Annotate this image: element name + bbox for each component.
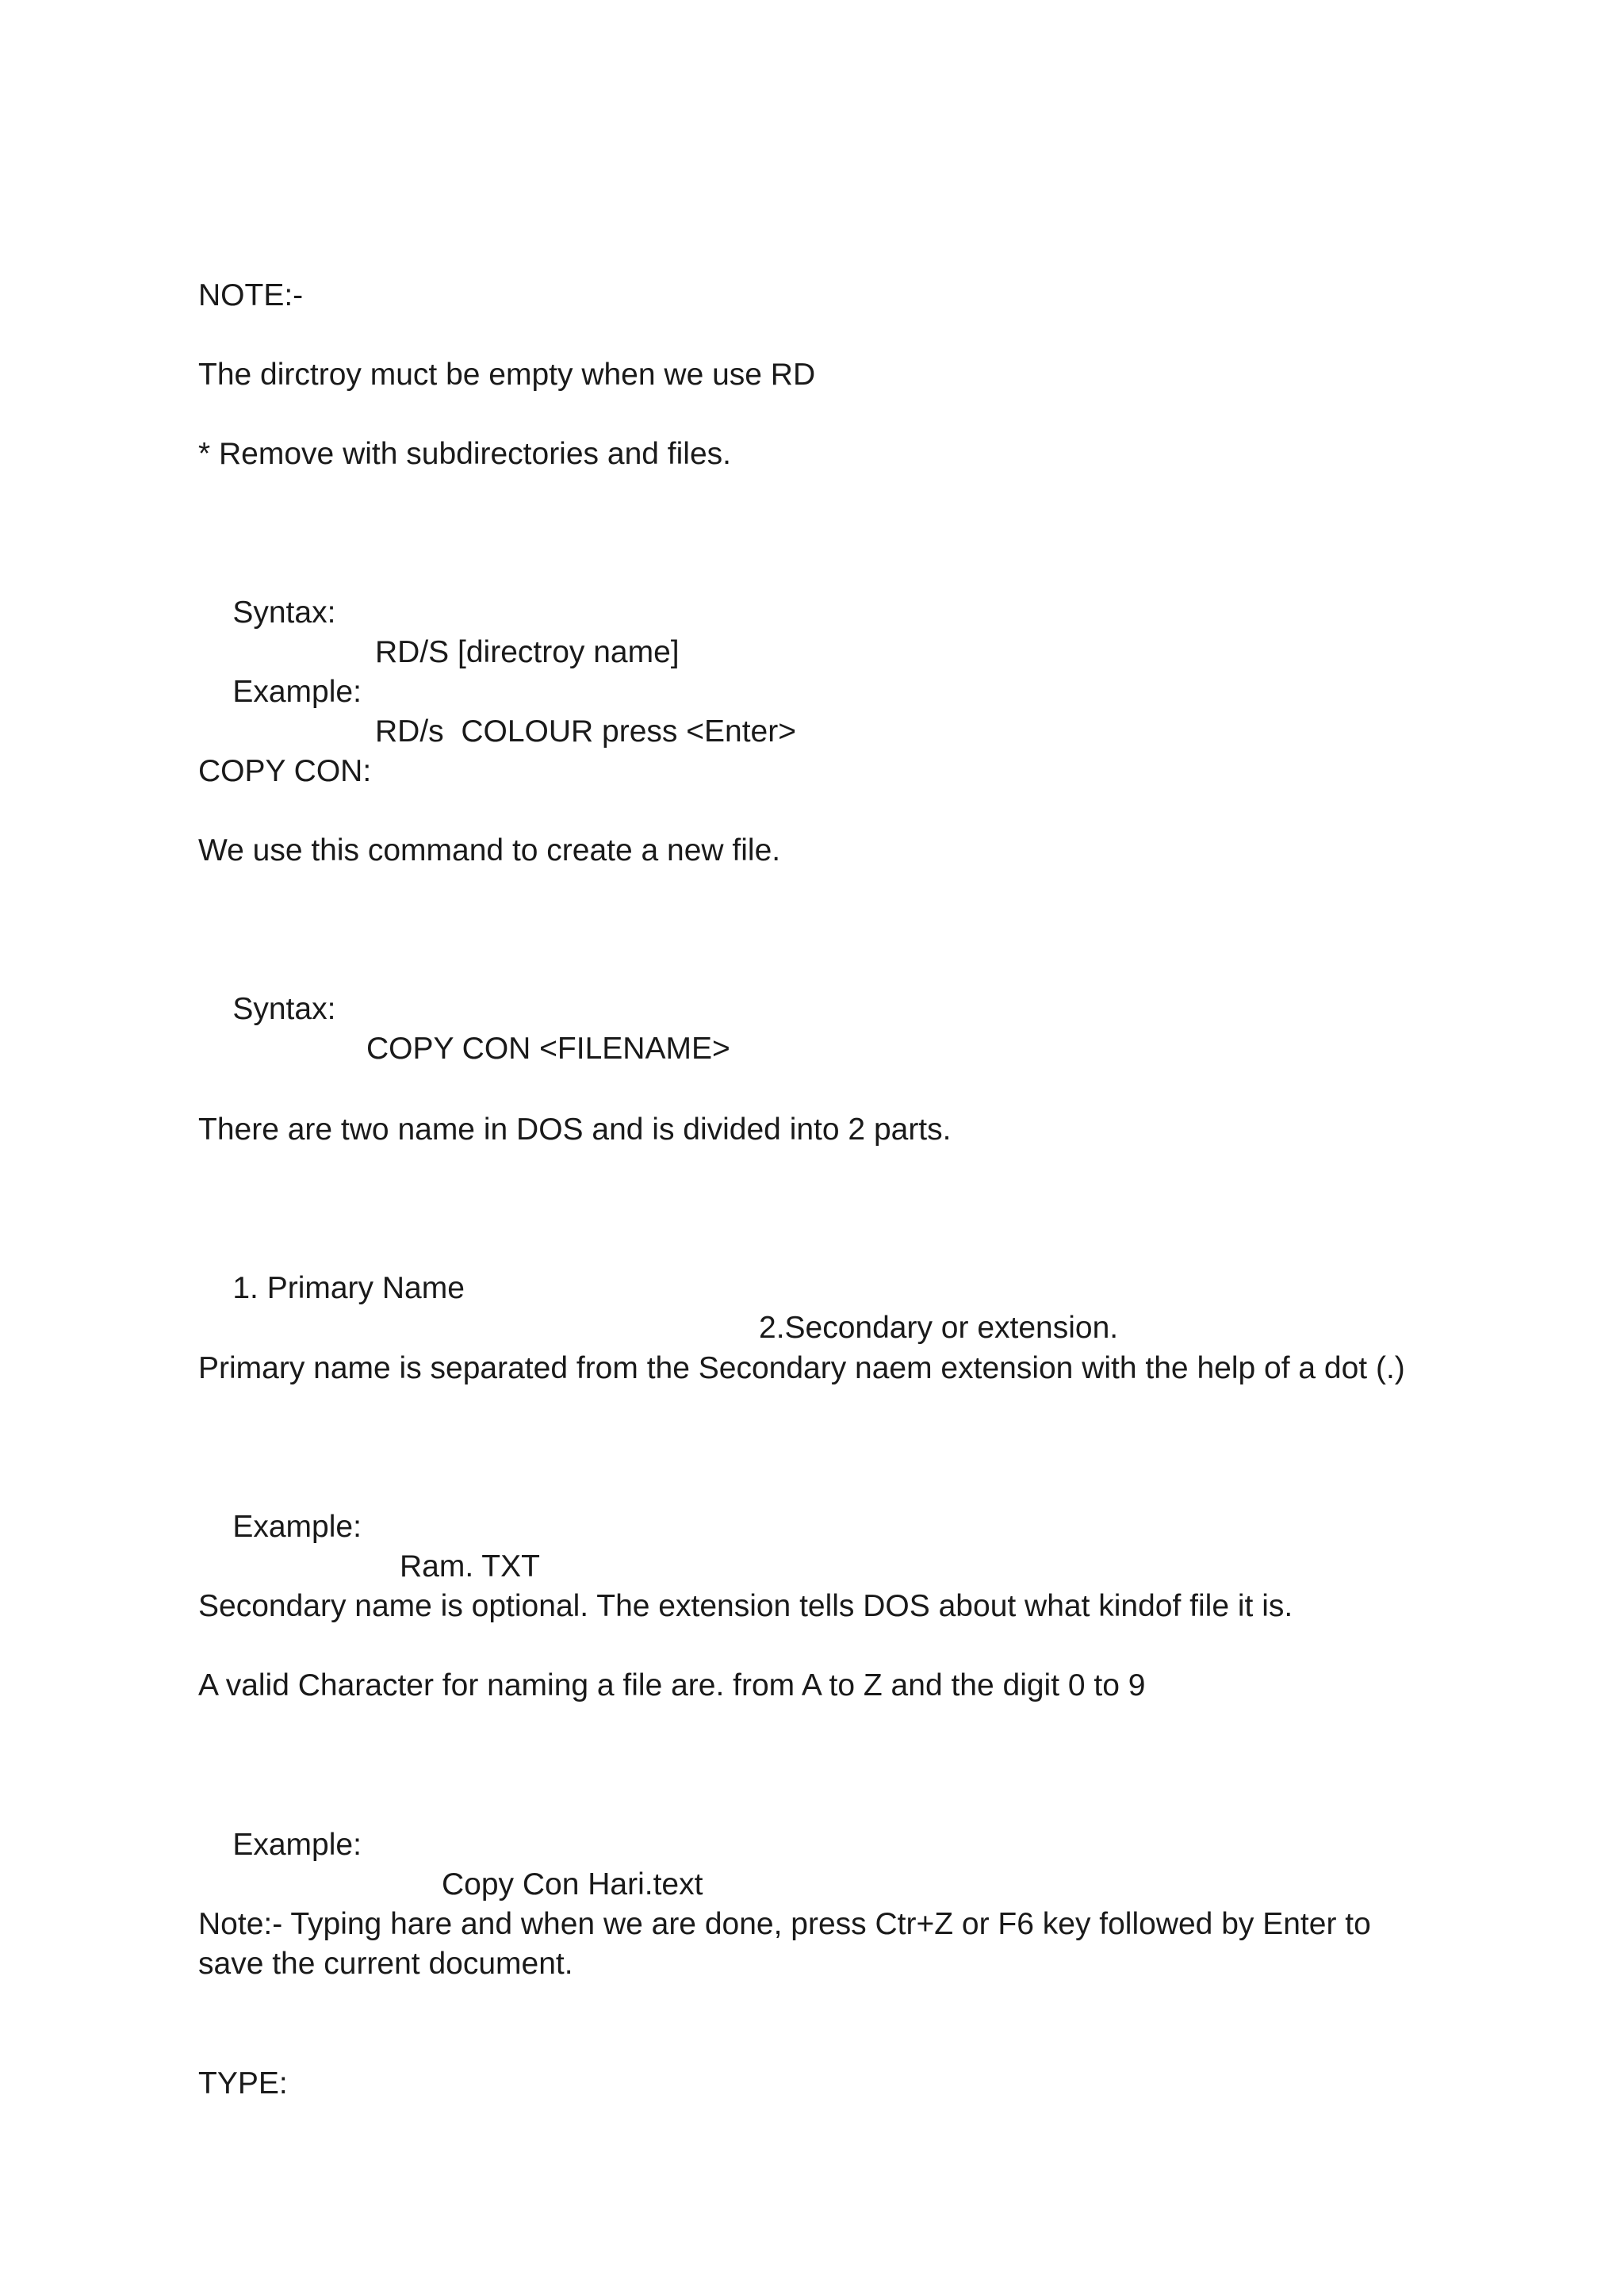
secondary-name-item: 2.Secondary or extension.	[759, 1311, 1119, 1345]
example-value: Copy Con Hari.text	[442, 1867, 703, 1901]
syntax-value: COPY CON <FILENAME>	[366, 1032, 730, 1066]
copycon-description: We use this command to create a new file.	[198, 833, 781, 867]
example-label: Example:	[232, 1510, 362, 1544]
copycon-syntax-row	[198, 950, 730, 1109]
example-label: Example:	[232, 675, 362, 709]
valid-chars-note: A valid Character for naming a file are. from A to Z and the digit 0 to 9	[198, 1668, 1146, 1702]
syntax-value: RD/S [directroy name]	[375, 635, 680, 669]
example-label: Example:	[232, 1828, 362, 1862]
syntax-label: Syntax:	[232, 992, 336, 1026]
primary-name-item: 1. Primary Name	[232, 1271, 465, 1305]
remove-note: * Remove with subdirectories and files.	[198, 437, 731, 471]
syntax-label: Syntax:	[232, 596, 336, 630]
separator-note: Primary name is separated from the Secondary naem extension with the help of a dot (.)	[198, 1351, 1405, 1385]
optional-note: Secondary name is optional. The extension tells DOS about what kindof file it is.	[198, 1589, 1293, 1623]
rd-note: The dirctroy muct be empty when we use RD	[198, 358, 816, 392]
dos-names-text: There are two name in DOS and is divided into 2 parts.	[198, 1113, 952, 1147]
example-value: RD/s COLOUR press <Enter>	[375, 714, 796, 749]
copycon-heading: COPY CON:	[198, 754, 372, 788]
note-heading: NOTE:-	[198, 278, 304, 312]
type-heading: TYPE:	[198, 2066, 288, 2101]
save-note: Note:- Typing hare and when we are done, press Ctr+Z or F6 key followed by Enter to save the current document.	[198, 1907, 1371, 1981]
example-value: Ram. TXT	[400, 1549, 540, 1584]
